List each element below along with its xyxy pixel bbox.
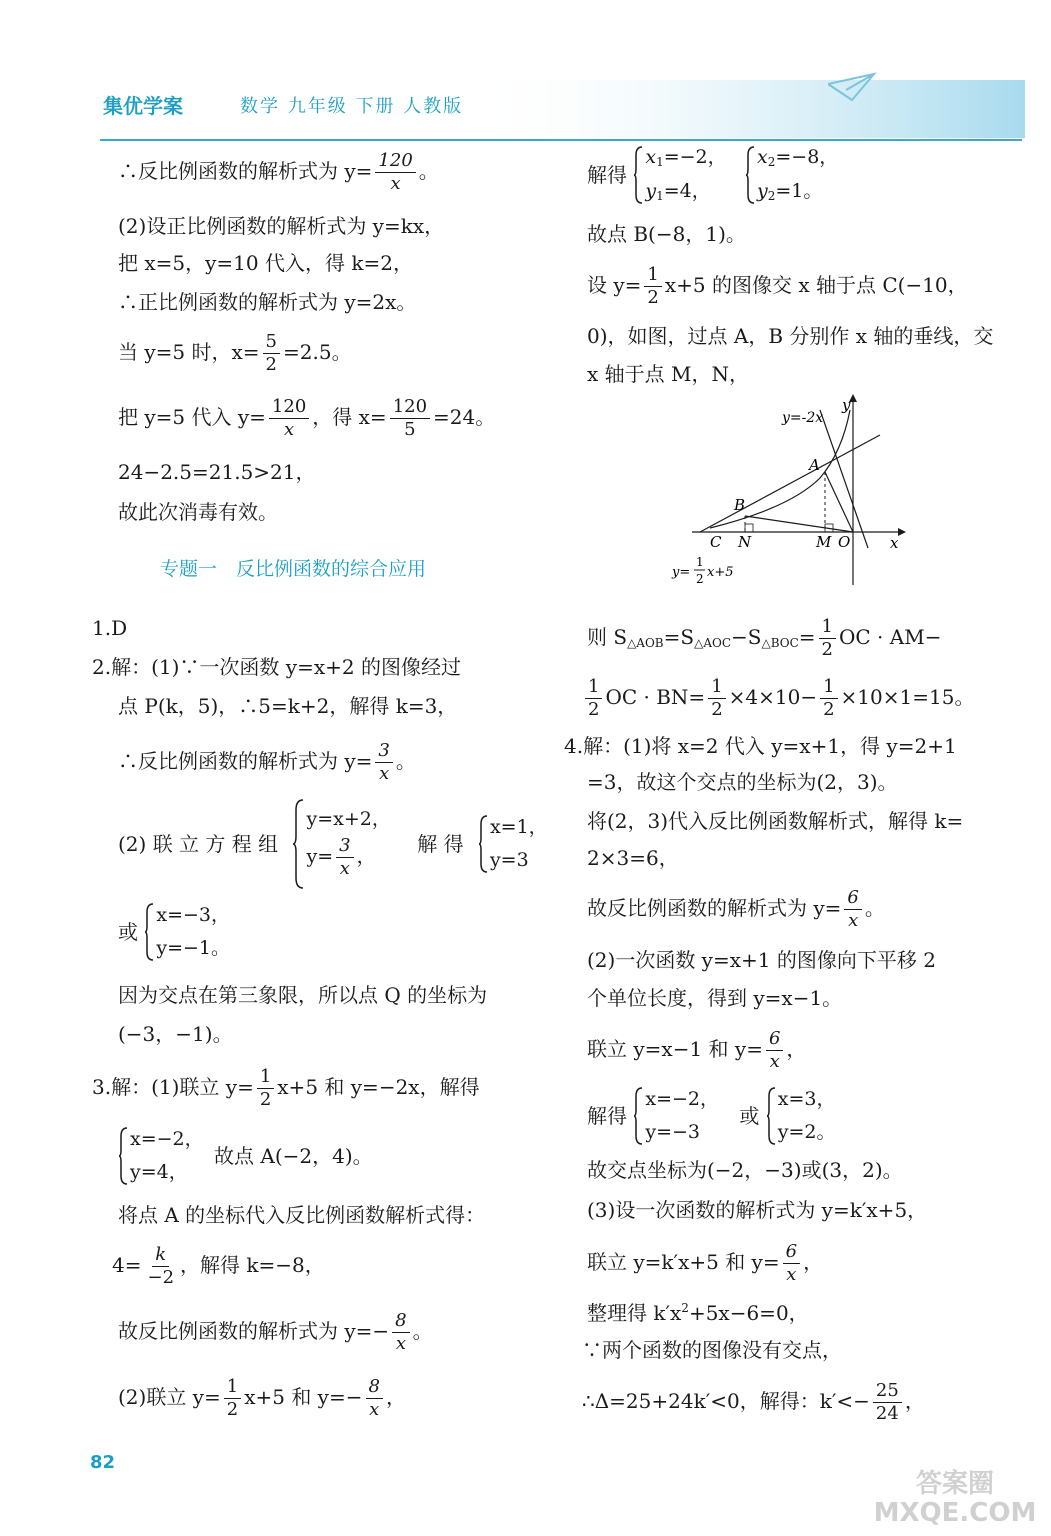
line-neg-2x [820, 410, 868, 548]
left-line-2: (2)设正比例函数的解析式为 y=kx， [118, 214, 445, 238]
q3-line-5: 故反比例函数的解析式为 y=− $\frac{8}{x}$ 。 [118, 1310, 433, 1354]
label-B: B [734, 496, 746, 514]
q2-line-1: 2.解：(1)∵一次函数 y=x+2 的图像经过 [92, 655, 461, 679]
right-system-b: 解得 $x_1=-2$， $y_1=4$， $x_2=-8$， $y_2=1$。 [587, 146, 839, 203]
right-line-2: 故点 B(−8，1)。 [587, 222, 746, 246]
book-subtitle: 数学 九年级 下册 人教版 [240, 96, 464, 117]
brace-icon [144, 902, 154, 962]
q2-line-5: 因为交点在第三象限，所以点 Q 的坐标为 [118, 983, 488, 1007]
q4-line-10: 故交点坐标为(−2，−3)或(3，2)。 [587, 1158, 903, 1182]
brace-icon [292, 798, 304, 890]
q4-line-2: =3，故这个交点的坐标为(2，3)。 [587, 770, 898, 794]
watermark: 答案圈 MXQE.COM [873, 1469, 1037, 1528]
q4-system: 解得 x=−2， y=−3 或 x=3， y=2。 [587, 1086, 835, 1146]
q3-line-4: 4= $\frac{k}{-2}$ ，解得 k=−8， [112, 1244, 325, 1288]
q2-line-3: ∴反比例函数的解析式为 y= $\frac{3}{x}$ 。 [118, 740, 416, 784]
right-line-4: 0)，如图，过点 A，B 分别作 x 轴的垂线，交 [587, 324, 994, 348]
function-graph-figure [670, 390, 930, 590]
q4-line-12: 联立 y=k′x+5 和 y= $\frac{6}{x}$ ， [587, 1241, 824, 1285]
segment-OA [825, 472, 853, 532]
q4-line-15: ∴Δ=25+24k′<0，解得：k′<− $\frac{25}{24}$ ， [582, 1380, 925, 1424]
q1-answer: 1.D [92, 616, 128, 640]
hyperbola-branch [710, 410, 850, 528]
q4-line-1: 4.解：(1)将 x=2 代入 y=x+1，得 y=2+1 [564, 734, 957, 758]
q4-line-5: 故反比例函数的解析式为 y= $\frac{6}{x}$ 。 [587, 887, 885, 931]
q4-line-8: 联立 y=x−1 和 y= $\frac{6}{x}$ ， [587, 1028, 807, 1072]
x-axis-arrow [898, 528, 906, 536]
left-line-6: 把 y=5 代入 y= $\frac{120}{x}$ ，得 x= $\frac{120}{5}$ =24。 [118, 396, 496, 440]
right-angle-N [745, 524, 753, 532]
q3-line-6: (2)联立 y= $\frac{1}{2}$ x+5 和 y=− $\frac{8}{x}$ ， [118, 1376, 406, 1420]
label-line-y: y= [672, 565, 691, 580]
q4-line-13: 整理得 $k'x^2+5x-6=0$， [587, 1301, 809, 1325]
q2-system-line: (2) 联 立 方 程 组 y=x+2， y= $\frac{3}{x}$ ， 解 得 x=1， y=3 [118, 798, 548, 890]
q3-line-3: 将点 A 的坐标代入反比例函数解析式得： [118, 1203, 486, 1227]
left-line-4: ∴正比例函数的解析式为 y=2x。 [118, 290, 417, 314]
label-line-num: 1 [696, 555, 704, 569]
brace-icon [118, 1126, 128, 1186]
q3-system: x=−2， y=4， 故点 A(−2，4)。 [118, 1126, 373, 1186]
label-line-den: 2 [696, 572, 704, 586]
page-header [0, 60, 1051, 150]
q3-line-1: 3.解：(1)联立 y= $\frac{1}{2}$ x+5 和 y=−2x，解得 [92, 1066, 480, 1110]
right-line-3: 设 y= $\frac{1}{2}$ x+5 的图像交 x 轴于点 C(−10， [587, 264, 968, 308]
left-line-3: 把 x=5，y=10 代入，得 k=2， [118, 251, 413, 275]
label-y-neg-2x: y=-2x [782, 410, 824, 426]
label-M: M [816, 533, 832, 551]
page-number: 82 [90, 1452, 116, 1473]
q4-line-4: 2×3=6， [587, 846, 679, 870]
label-C: C [710, 533, 722, 551]
right-area-line-1: 则 $S_{\triangle AOB}=S_{\triangle AOC}-S_{\triangle BOC}=$ $\frac{1}{2}$ OC · AM− [587, 616, 942, 660]
label-line-rest: x+5 [707, 565, 734, 580]
brace-icon [633, 1086, 643, 1146]
brand-logo: 集优学案 [103, 94, 183, 118]
brace-icon [766, 1086, 776, 1146]
q2-or-system: 或 x=−3， y=−1。 [118, 902, 230, 962]
label-y-axis: y [842, 396, 851, 414]
q4-line-11: (3)设一次函数的解析式为 y=k′x+5， [587, 1198, 928, 1222]
q2-line-6: (−3，−1)。 [118, 1022, 233, 1046]
section-title: 专题一 反比例函数的综合应用 [160, 558, 427, 580]
left-line-1: ∴反比例函数的解析式为 y= $\frac{120}{x}$ 。 [118, 150, 439, 194]
label-O: O [838, 533, 851, 551]
right-area-line-2: $\frac{1}{2}$ OC · BN= $\frac{1}{2}$ ×4×10− $\frac{1}{2}$ ×10×1=15。 [582, 678, 974, 719]
left-line-5: 当 y=5 时，x= $\frac{5}{2}$ =2.5。 [118, 331, 352, 375]
q4-line-6: (2)一次函数 y=x+1 的图像向下平移 2 [587, 948, 936, 972]
label-N: N [738, 533, 752, 551]
q4-line-3: 将(2，3)代入反比例函数解析式，解得 k= [587, 809, 964, 833]
left-line-7: 24−2.5=21.5>21， [118, 460, 316, 484]
label-A: A [809, 456, 820, 474]
label-x-axis: x [890, 534, 899, 552]
right-line-5: x 轴于点 M，N， [587, 362, 749, 386]
brace-icon [633, 145, 643, 205]
q4-line-14: ∵两个函数的图像没有交点， [582, 1338, 842, 1362]
segment-OB [745, 516, 853, 532]
q2-line-2: 点 P(k，5)，∴5=k+2，解得 k=3， [118, 694, 458, 718]
brace-icon [478, 814, 488, 874]
left-line-8: 故此次消毒有效。 [118, 500, 278, 524]
paper-plane-icon [828, 72, 878, 104]
brace-icon [745, 145, 755, 205]
q4-line-7: 个单位长度，得到 y=x−1。 [587, 986, 843, 1010]
